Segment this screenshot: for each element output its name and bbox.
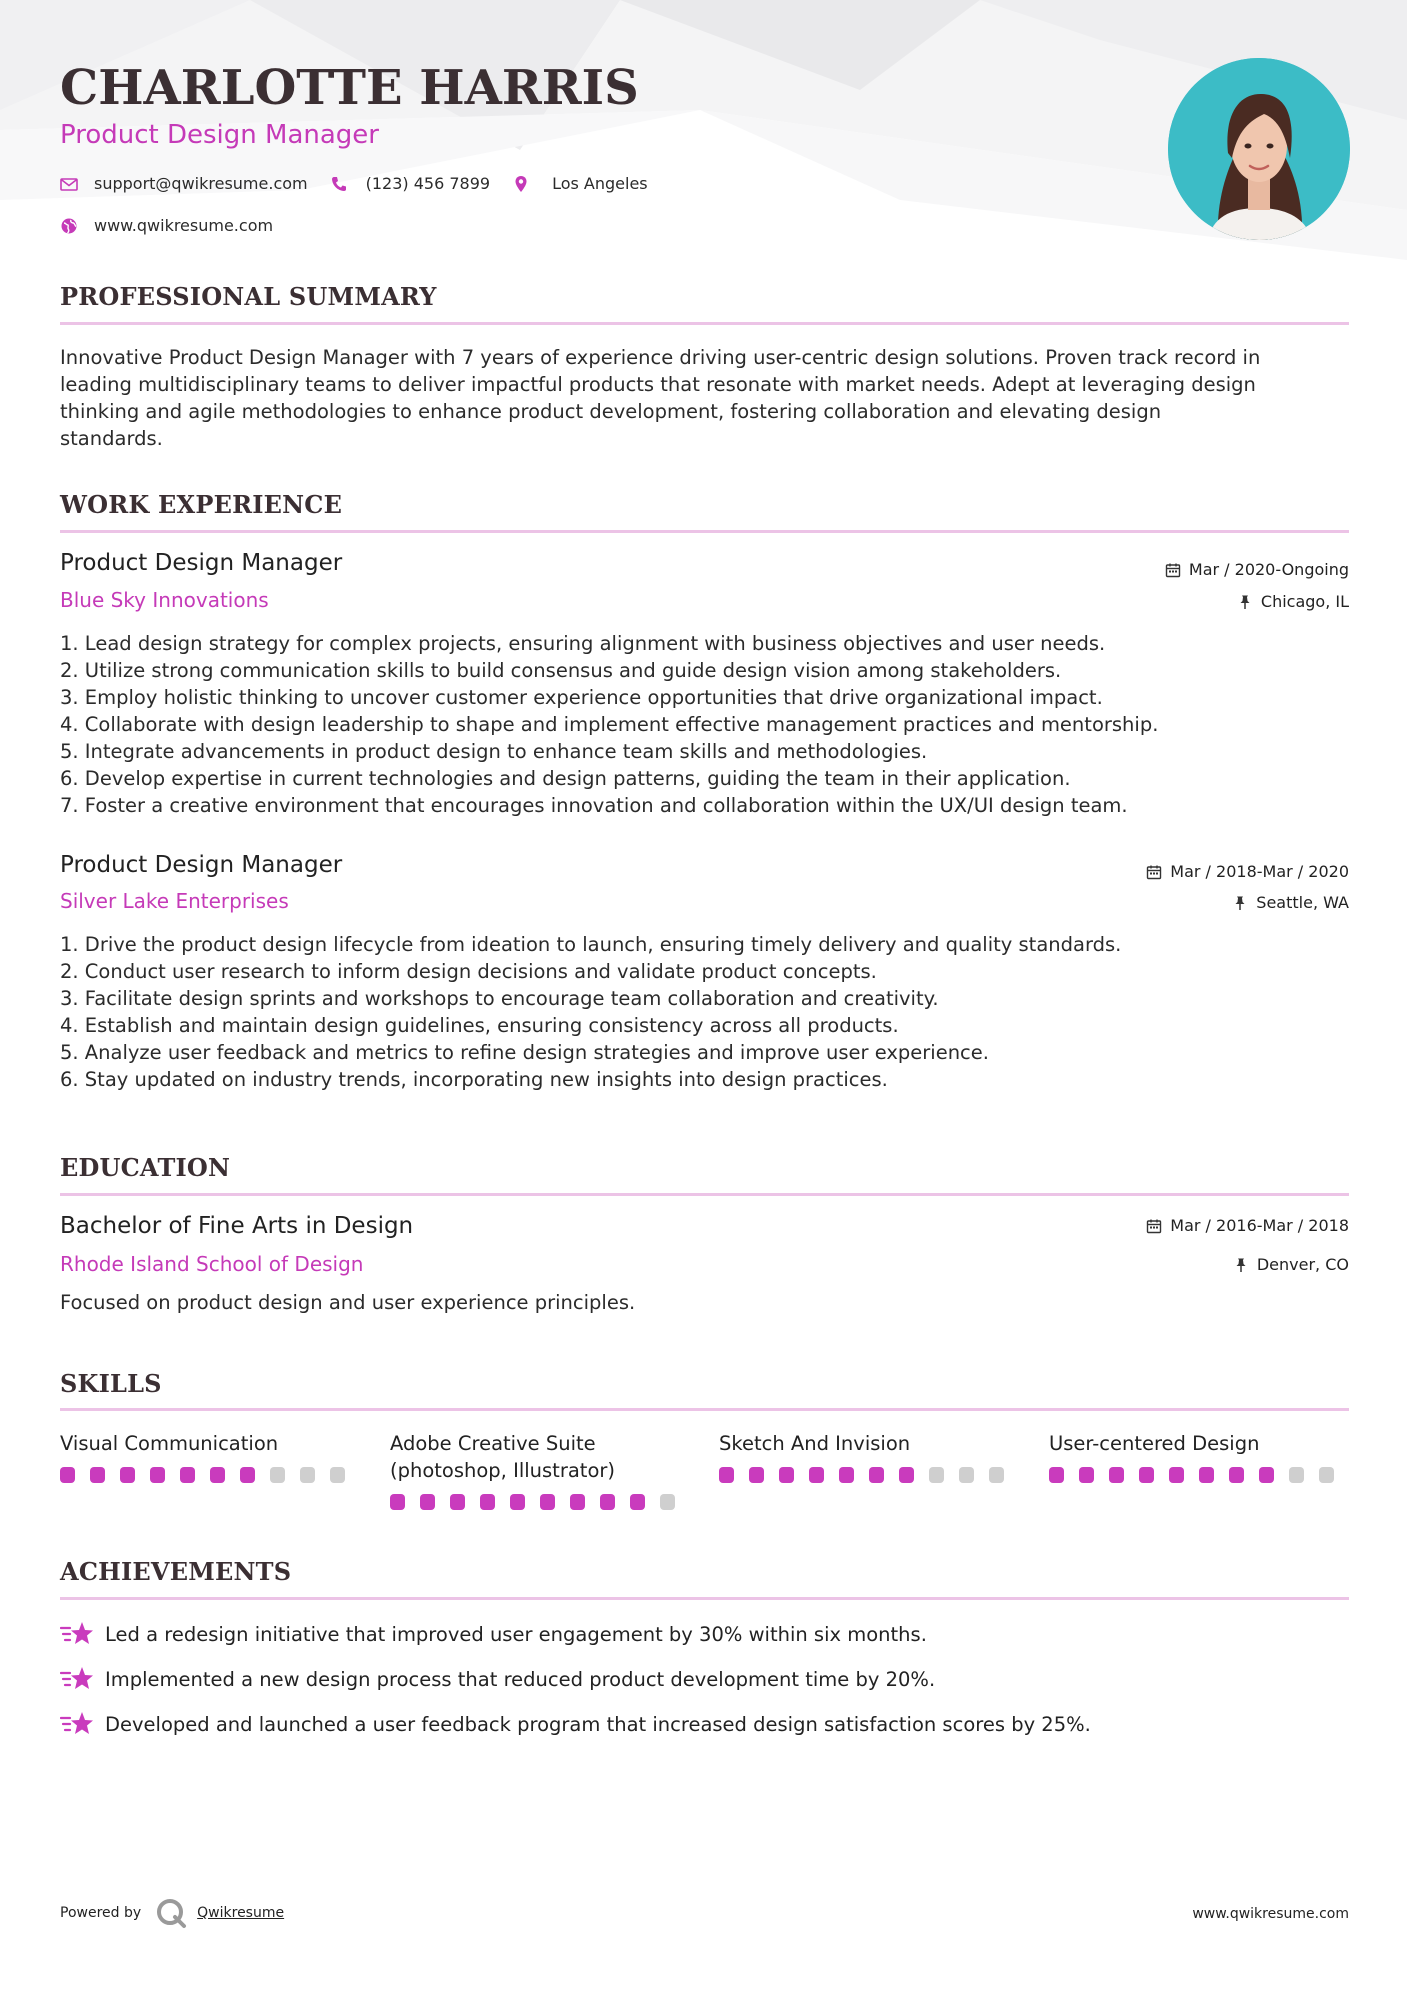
education-description: Focused on product design and user experience principles. xyxy=(60,1291,636,1314)
job-responsibilities xyxy=(60,630,1349,819)
summary-text xyxy=(60,344,1349,452)
education-location xyxy=(1233,1255,1349,1274)
skill-dot-filled xyxy=(540,1494,555,1510)
skill-item xyxy=(60,1430,360,1483)
skill-dot-empty xyxy=(660,1494,675,1510)
calendar-icon xyxy=(1146,1218,1162,1234)
skill-dot-filled xyxy=(899,1467,914,1483)
skill-dot-filled xyxy=(1109,1467,1124,1483)
summary-line: leading multidisciplinary teams to deliver impactful products that resonate with market needs. Adept at leveraging design xyxy=(60,373,1256,396)
achievement-text: Developed and launched a user feedback program that increased design satisfaction scores by 25%. xyxy=(105,1712,1091,1736)
achievement-item xyxy=(60,1709,1091,1739)
list-item: 1. Drive the product design lifecycle from ideation to launch, ensuring timely delivery and quality standards. xyxy=(60,933,1122,956)
calendar-icon xyxy=(1165,562,1181,578)
skills-heading: SKILLS xyxy=(60,1369,162,1398)
skill-dot-filled xyxy=(120,1467,135,1483)
skill-dot-filled xyxy=(600,1494,615,1510)
job-dates xyxy=(1146,862,1349,881)
skill-dot-filled xyxy=(420,1494,435,1510)
skill-dot-filled xyxy=(450,1494,465,1510)
list-item: 1. Lead design strategy for complex projects, ensuring alignment with business objectives and user needs. xyxy=(60,632,1106,655)
job-dates-text: Mar / 2020-Ongoing xyxy=(1188,560,1349,579)
education-heading: EDUCATION xyxy=(60,1153,231,1182)
skill-dot-empty xyxy=(929,1467,944,1483)
degree-title: Bachelor of Fine Arts in Design xyxy=(60,1213,414,1239)
skill-dot-filled xyxy=(390,1494,405,1510)
skill-dot-filled xyxy=(839,1467,854,1483)
skill-dot-filled xyxy=(510,1494,525,1510)
calendar-icon xyxy=(1146,864,1162,880)
skill-dot-filled xyxy=(1229,1467,1244,1483)
achievements-divider xyxy=(60,1597,1349,1600)
skill-dot-filled xyxy=(779,1467,794,1483)
experience-heading: WORK EXPERIENCE xyxy=(60,490,343,519)
skill-name: Visual Communication xyxy=(60,1432,279,1455)
skill-dot-filled xyxy=(180,1467,195,1483)
list-item: 6. Develop expertise in current technologies and design patterns, guiding the team in their application. xyxy=(60,767,1071,790)
skill-dot-filled xyxy=(749,1467,764,1483)
qwikresume-logo-icon xyxy=(155,1897,187,1929)
profile-photo xyxy=(1168,58,1350,240)
contact-phone[interactable] xyxy=(330,174,490,193)
job-dates xyxy=(1165,560,1349,579)
list-item: 3. Employ holistic thinking to uncover customer experience opportunities that drive organizational impact. xyxy=(60,686,1103,709)
education-location-text: Denver, CO xyxy=(1256,1255,1349,1274)
brand-link[interactable]: Qwikresume xyxy=(197,1905,285,1921)
skill-dot-filled xyxy=(210,1467,225,1483)
summary-heading: PROFESSIONAL SUMMARY xyxy=(60,282,437,311)
location-text: Los Angeles xyxy=(552,174,648,193)
skill-rating xyxy=(390,1494,690,1510)
skill-dot-filled xyxy=(869,1467,884,1483)
skill-dot-empty xyxy=(1289,1467,1304,1483)
skill-dot-filled xyxy=(240,1467,255,1483)
skill-dot-filled xyxy=(1079,1467,1094,1483)
skill-dot-empty xyxy=(959,1467,974,1483)
job-location xyxy=(1232,893,1349,912)
job-location-text: Chicago, IL xyxy=(1260,592,1349,611)
list-item: 3. Facilitate design sprints and workshops to encourage team collaboration and creativity. xyxy=(60,987,939,1010)
skill-rating xyxy=(719,1467,1019,1483)
school-name: Rhode Island School of Design xyxy=(60,1252,364,1276)
summary-line: standards. xyxy=(60,427,163,450)
skill-item xyxy=(390,1430,690,1510)
shooting-star-icon xyxy=(60,1709,94,1739)
job-location-text: Seattle, WA xyxy=(1256,893,1349,912)
website-text: www.qwikresume.com xyxy=(94,216,274,235)
skill-dot-filled xyxy=(1259,1467,1274,1483)
skill-name: User-centered Design xyxy=(1049,1432,1260,1455)
job-title: Product Design Manager xyxy=(60,852,343,878)
phone-icon xyxy=(330,175,348,193)
skill-dot-empty xyxy=(270,1467,285,1483)
candidate-name: CHARLOTTE HARRIS xyxy=(60,60,639,116)
skill-dot-empty xyxy=(300,1467,315,1483)
map-pin-icon xyxy=(512,175,530,193)
experience-divider xyxy=(60,530,1349,533)
pushpin-icon xyxy=(1237,594,1253,610)
achievement-text: Led a redesign initiative that improved user engagement by 30% within six months. xyxy=(105,1622,927,1646)
education-divider xyxy=(60,1193,1349,1196)
skill-rating xyxy=(60,1467,360,1483)
skill-dot-filled xyxy=(570,1494,585,1510)
shooting-star-icon xyxy=(60,1619,94,1649)
skill-item xyxy=(719,1430,1019,1483)
skill-dot-filled xyxy=(719,1467,734,1483)
summary-line: Innovative Product Design Manager with 7 years of experience driving user-centric design solutions. Proven track record in xyxy=(60,346,1261,369)
list-item: 5. Integrate advancements in product design to enhance team skills and methodologies. xyxy=(60,740,928,763)
skill-item xyxy=(1049,1430,1349,1483)
job-dates-text: Mar / 2018-Mar / 2020 xyxy=(1170,862,1349,881)
job-responsibilities xyxy=(60,931,1349,1093)
phone-text: (123) 456 7899 xyxy=(365,174,491,193)
skill-name: Adobe Creative Suite xyxy=(390,1432,596,1455)
pushpin-icon xyxy=(1233,1257,1249,1273)
education-dates xyxy=(1146,1216,1349,1235)
skill-dot-filled xyxy=(809,1467,824,1483)
job-company: Silver Lake Enterprises xyxy=(60,889,289,913)
skill-dot-filled xyxy=(1199,1467,1214,1483)
footer-website[interactable]: www.qwikresume.com xyxy=(1192,1906,1349,1922)
globe-icon xyxy=(60,217,78,235)
skill-dot-empty xyxy=(1319,1467,1334,1483)
skill-name-line-2: (photoshop, Illustrator) xyxy=(390,1459,615,1482)
job-location xyxy=(1237,592,1349,611)
achievement-item xyxy=(60,1619,927,1649)
contact-email[interactable] xyxy=(60,174,308,193)
shooting-star-icon xyxy=(60,1664,94,1694)
skill-dot-filled xyxy=(480,1494,495,1510)
list-item: 6. Stay updated on industry trends, incorporating new insights into design practices. xyxy=(60,1068,888,1091)
list-item: 4. Establish and maintain design guidelines, ensuring consistency across all products. xyxy=(60,1014,899,1037)
skill-dot-filled xyxy=(150,1467,165,1483)
summary-divider xyxy=(60,322,1349,325)
skill-dot-filled xyxy=(1139,1467,1154,1483)
job-title: Product Design Manager xyxy=(60,550,343,576)
job-company: Blue Sky Innovations xyxy=(60,588,269,612)
skill-dot-filled xyxy=(1049,1467,1064,1483)
education-dates-text: Mar / 2016-Mar / 2018 xyxy=(1170,1216,1349,1235)
skill-dot-empty xyxy=(330,1467,345,1483)
contact-location xyxy=(512,174,648,193)
achievement-item xyxy=(60,1664,935,1694)
skills-divider xyxy=(60,1408,1349,1411)
skill-name: Sketch And Invision xyxy=(719,1432,911,1455)
skill-dot-empty xyxy=(989,1467,1004,1483)
contact-row-2 xyxy=(60,216,295,235)
list-item: 2. Utilize strong communication skills to build consensus and guide design vision among stakeholders. xyxy=(60,659,1062,682)
achievement-text: Implemented a new design process that reduced product development time by 20%. xyxy=(105,1667,936,1691)
achievements-heading: ACHIEVEMENTS xyxy=(60,1557,292,1586)
list-item: 7. Foster a creative environment that encourages innovation and collaboration within the UX/UI design team. xyxy=(60,794,1128,817)
list-item: 4. Collaborate with design leadership to shape and implement effective management practices and mentorship. xyxy=(60,713,1159,736)
email-text: support@qwikresume.com xyxy=(94,174,308,193)
envelope-icon xyxy=(60,175,78,193)
candidate-title: Product Design Manager xyxy=(60,120,379,150)
powered-by-label: Powered by xyxy=(60,1905,142,1921)
pushpin-icon xyxy=(1232,895,1248,911)
skill-rating xyxy=(1049,1467,1349,1483)
footer-powered-by xyxy=(60,1897,284,1929)
skill-dot-filled xyxy=(1169,1467,1184,1483)
contact-row-1 xyxy=(60,174,670,193)
portrait-illustration xyxy=(1168,58,1350,240)
contact-website[interactable] xyxy=(60,216,273,235)
summary-line: thinking and agile methodologies to enhance product development, fostering collaboration and elevating design xyxy=(60,400,1162,423)
list-item: 5. Analyze user feedback and metrics to refine design strategies and improve user experience. xyxy=(60,1041,989,1064)
skill-dot-filled xyxy=(60,1467,75,1483)
skill-dot-filled xyxy=(90,1467,105,1483)
skill-dot-filled xyxy=(630,1494,645,1510)
list-item: 2. Conduct user research to inform design decisions and validate product concepts. xyxy=(60,960,877,983)
